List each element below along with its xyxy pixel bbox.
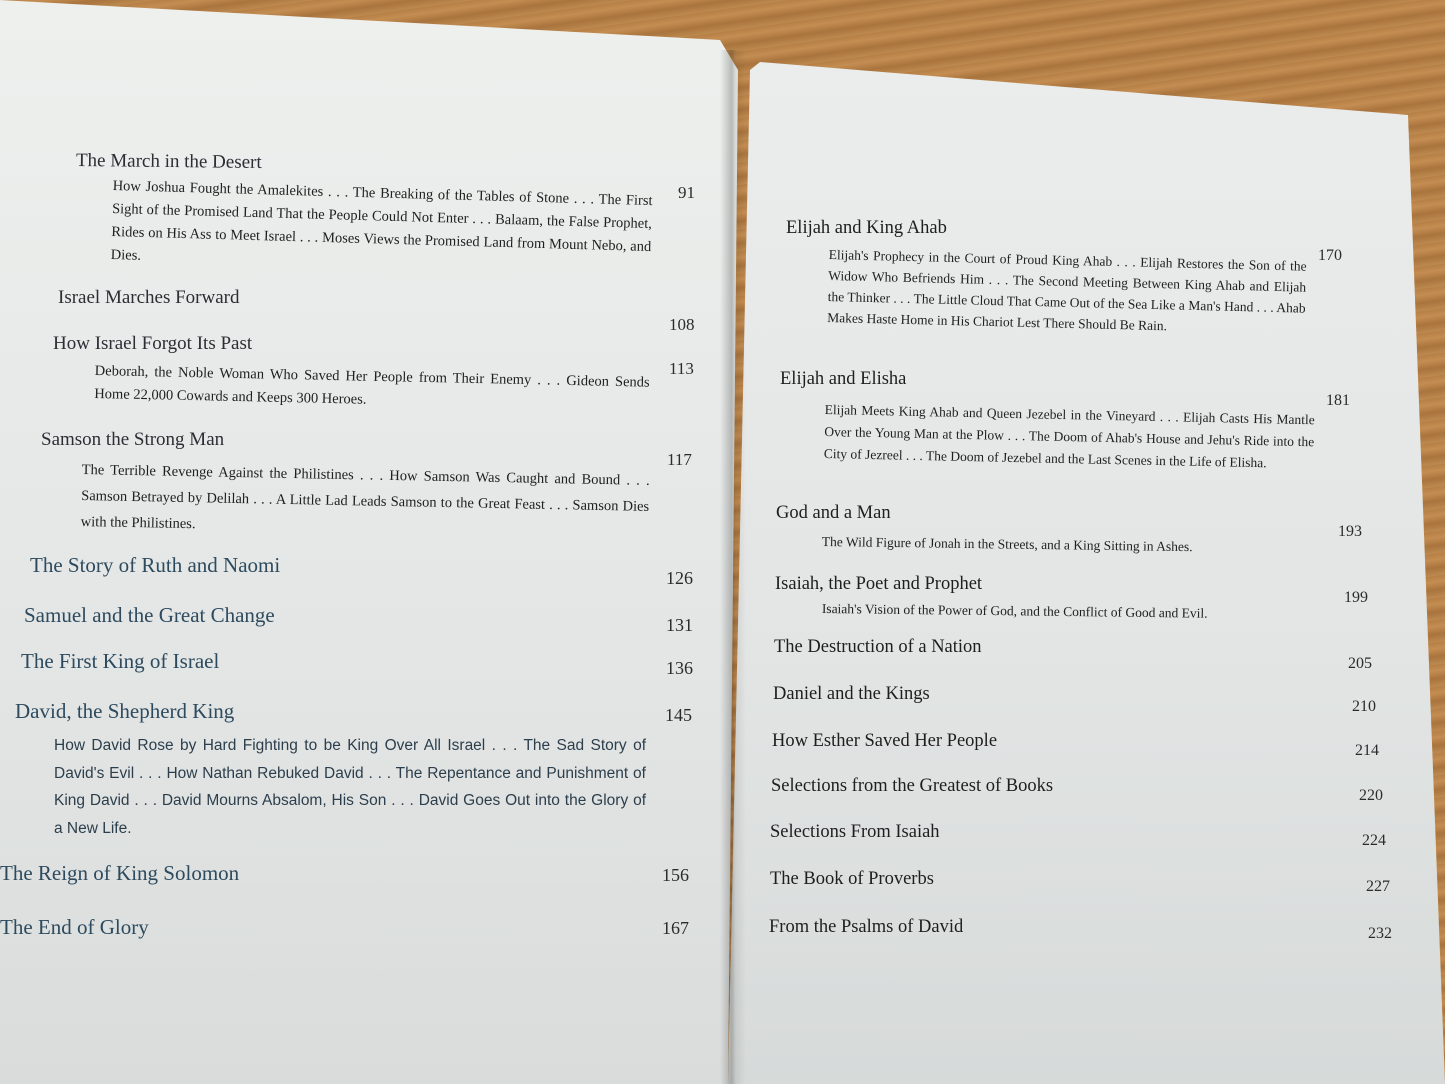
toc-entry-title: David, the Shepherd King xyxy=(15,699,235,723)
toc-entry-title: From the Psalms of David xyxy=(769,917,964,937)
toc-entry-page: 167 xyxy=(662,918,689,938)
toc-entry-title: Selections from the Greatest of Books xyxy=(771,776,1054,796)
toc-entry-description: The Terrible Revenge Against the Philistines . . . How Samson Was Caught and Bound . . . Samson Betrayed by Delilah . . . A Little Lad Leads Samson to the Great Feast . . . Samson Dies with the Philistines. xyxy=(80,461,650,533)
toc-entry-title: Samuel and the Great Change xyxy=(24,603,275,627)
toc-entry-title: The Book of Proverbs xyxy=(770,869,934,889)
toc-entry-title: How Israel Forgot Its Past xyxy=(53,333,253,354)
toc-entry-page: 156 xyxy=(662,865,689,885)
toc-entry-title: God and a Man xyxy=(776,503,891,523)
toc-entry-page: 224 xyxy=(1362,832,1386,849)
toc-entry-page: 181 xyxy=(1326,392,1350,409)
toc-entry-title: The Reign of King Solomon xyxy=(0,861,240,885)
toc-entry-page: 108 xyxy=(669,315,695,334)
toc-entry-page: 214 xyxy=(1355,742,1379,759)
toc-entry-page: 220 xyxy=(1359,787,1383,804)
toc-entry-title: The Destruction of a Nation xyxy=(774,637,982,657)
toc-entry-title: Daniel and the Kings xyxy=(773,684,930,704)
toc-entry-page: 193 xyxy=(1338,523,1362,540)
toc-entry-page: 145 xyxy=(665,705,692,725)
toc-entry-title: How Esther Saved Her People xyxy=(772,731,998,751)
toc-entry-page: 126 xyxy=(666,568,693,588)
toc-entry-page: 227 xyxy=(1366,878,1390,895)
toc-entry-description: Isaiah's Vision of the Power of God, and the Conflict of Good and Evil. xyxy=(821,600,1208,621)
toc-entry-page: 136 xyxy=(666,658,693,678)
toc-entry-page: 117 xyxy=(667,450,692,469)
toc-entry-title: Selections From Isaiah xyxy=(770,822,940,842)
toc-entry-description: Elijah's Prophecy in the Court of Proud King Ahab . . . Elijah Restores the Son of the Widow Who Befriends Him . . . The Second Meeting Between King Ahab and Elijah the Thinker . . . The Little Cloud That Came Out of the Sea Like a Man's Hand . . . Ahab Makes Haste Home in His Chariot Lest There Should Be Rain. xyxy=(827,246,1307,334)
toc-entry-title: Isaiah, the Poet and Prophet xyxy=(775,574,983,594)
toc-entry-title: The March in the Desert xyxy=(75,150,262,173)
toc-entry-description: How Joshua Fought the Amalekites . . . The Breaking of the Tables of Stone . . . The First Sight of the Promised Land That the People Could Not Enter . . . Balaam, the False Prophet, Rides on His Ass to Meet Israel . . . Moses Views the Promised Land from Mount Nebo, and Dies. xyxy=(110,177,653,264)
toc-entry-page: 199 xyxy=(1344,589,1368,606)
toc-entry-title: Elijah and Elisha xyxy=(780,369,907,389)
toc-entry-description: How David Rose by Hard Fighting to be King Over All Israel . . . The Sad Story of David's Evil . . . How Nathan Rebuked David . . . The Repentance and Punishment of King David . . . David Mourns Absalom, His Son . . . David Goes Out into the Glory of a New Life. xyxy=(54,737,646,837)
toc-entry-page: 170 xyxy=(1318,247,1342,264)
toc-entry-title: Israel Marches Forward xyxy=(58,287,240,308)
toc-entry-title: The End of Glory xyxy=(0,915,149,939)
toc-entry-page: 205 xyxy=(1348,655,1372,672)
toc-entry-page: 210 xyxy=(1352,698,1376,715)
toc-entry-page: 131 xyxy=(666,615,693,635)
toc-entry-description: The Wild Figure of Jonah in the Streets, and a King Sitting in Ashes. xyxy=(821,533,1193,555)
toc-entry-description: Deborah, the Noble Woman Who Saved Her People from Their Enemy . . . Gideon Sends Home 22,000 Cowards and Keeps 300 Heroes. xyxy=(94,362,650,408)
toc-entry-title: The First King of Israel xyxy=(21,649,220,673)
toc-entry-title: The Story of Ruth and Naomi xyxy=(30,553,281,577)
toc-entry-page: 113 xyxy=(669,359,694,378)
toc-entry-page: 91 xyxy=(678,183,695,202)
toc-entry-description: Elijah Meets King Ahab and Queen Jezebel in the Vineyard . . . Elijah Casts His Mantle Over the Young Man at the Plow . . . The Doom of Ahab's House and Jehu's Ride into the City of Jezreel . . . The Doom of Jezebel and the Last Scenes in the Life of Elisha. xyxy=(823,401,1315,471)
toc-entry-title: Elijah and King Ahab xyxy=(786,218,947,238)
toc-entry-page: 232 xyxy=(1368,925,1392,942)
toc-entry-title: Samson the Strong Man xyxy=(41,429,225,450)
